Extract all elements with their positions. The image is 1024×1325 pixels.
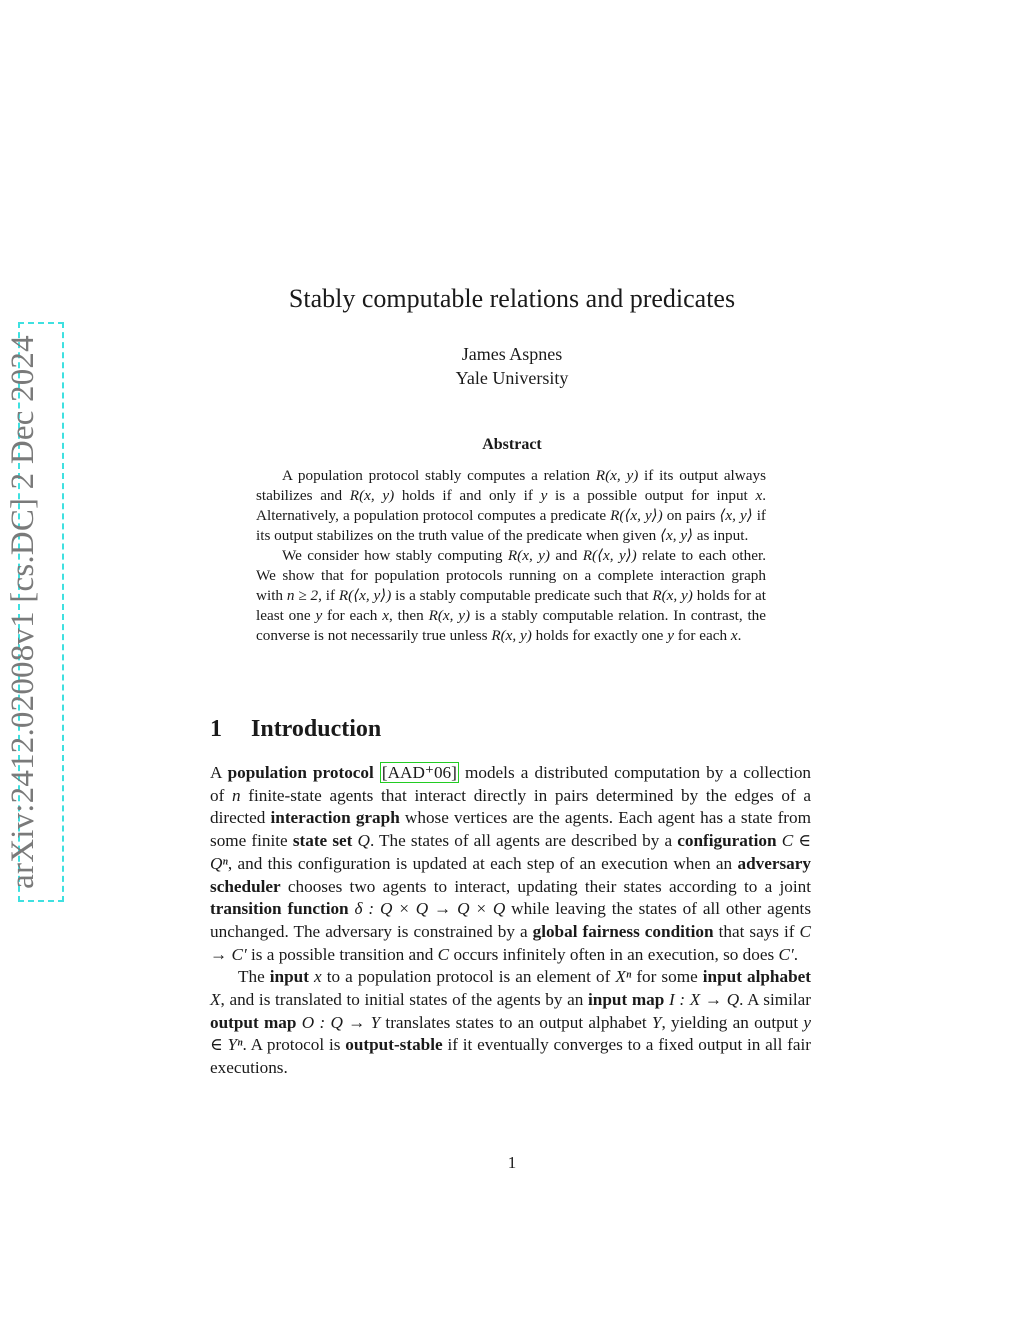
paper-title: Stably computable relations and predicates [288, 284, 736, 313]
page-number: 1 [507, 1153, 517, 1172]
abstract-paragraph-1: A population protocol stably computes a relation R(x, y) if its output always stabilizes and R(x, y) holds if and only if y is a possible output for input x. Alternatively, a population protocol computes a predicate R(⟨x, y⟩) on pairs ⟨x, y⟩ if its output stabilizes on the truth value of the predicate when given ⟨x, y⟩ as input. [256, 467, 766, 544]
abstract-paragraph-2: We consider how stably computing R(x, y) and R(⟨x, y⟩) relate to each other. We show that for population protocols running on a complete interaction graph with n ≥ 2, if R(⟨x, y⟩) is a stably computable predicate such that R(x, y) holds for at least one y for each x, then R(x, y) is a stably computable relation. In contrast, the converse is not necessarily true unless R(x, y) holds for exactly one y for each x. [256, 547, 767, 644]
author-name: James Aspnes [461, 344, 563, 364]
section-title: Introduction [251, 716, 382, 742]
author-block [0, 342, 1024, 390]
intro-paragraph-2: The input x to a population protocol is an element of Xⁿ for some input alphabet X, and is translated to initial states of the agents by an input map I : X → Q. A similar output map O : Q → Y translates states to an output alphabet Y, yielding an output y ∈ Yⁿ. A protocol is output-stable if it eventually converges to a fixed output in all fair executions. [210, 967, 812, 1078]
abstract-body [256, 466, 766, 646]
intro-paragraph-1: A population protocol [AAD⁺06] models a distributed computation by a collection of n finite-state agents that interact directly in pairs determined by the edges of a directed interaction graph whose vertices are the agents. Each agent has a state from some finite state set Q. The states of all agents are described by a configuration C ∈ Qⁿ, and this configuration is updated at each step of an execution when an adversary scheduler chooses two agents to interact, updating their states according to a joint transition function δ : Q × Q → Q × Q while leaving the states of all other agents unchanged. The adversary is constrained by a global fairness condition that says if C → C′ is a possible transition and C occurs infinitely often in an execution, so does C′. [210, 763, 812, 964]
author-affiliation: Yale University [455, 368, 569, 388]
citation-link[interactable]: [AAD⁺06] [381, 763, 457, 782]
introduction-body [210, 762, 811, 1080]
section-heading-introduction [210, 716, 381, 743]
abstract-heading: Abstract [482, 436, 542, 453]
section-number: 1 [210, 716, 222, 742]
arxiv-stamp: arXiv:2412.02008v1 [cs.DC] 2 Dec 2024 [5, 335, 41, 889]
